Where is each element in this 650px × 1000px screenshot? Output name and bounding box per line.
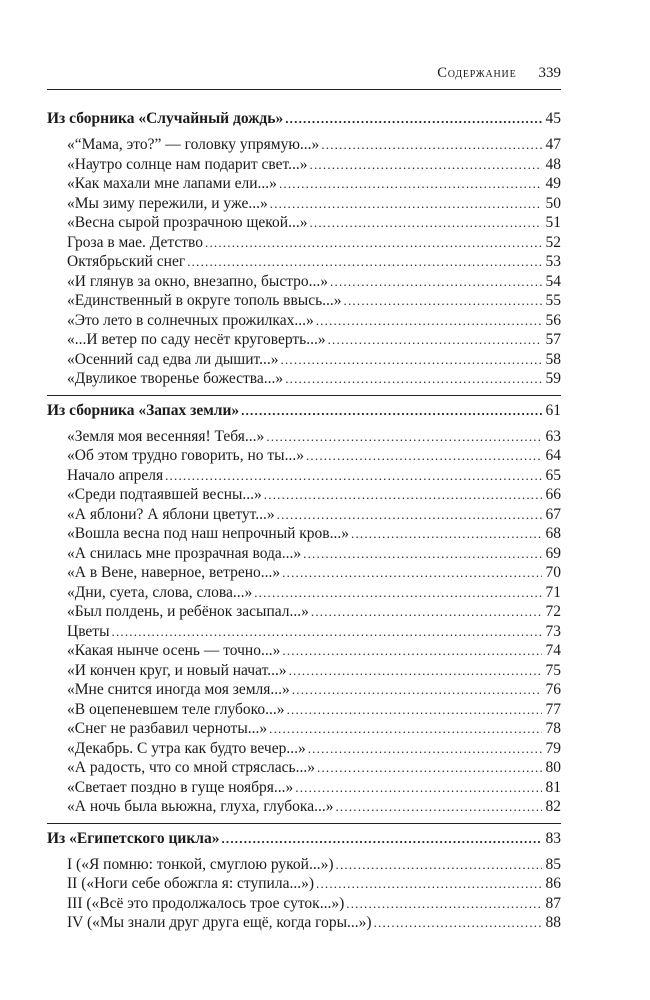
section-divider	[47, 823, 561, 824]
entry-page-number: 68	[545, 525, 561, 542]
toc-entry[interactable]	[67, 544, 561, 564]
entry-page-number: 72	[545, 603, 561, 620]
toc-entry[interactable]	[67, 563, 561, 583]
dot-leader	[309, 213, 542, 233]
dot-leader	[346, 894, 542, 914]
entry-title: «И глянув за окно, внезапно, быстро...»	[67, 272, 329, 290]
entry-page-number: 55	[545, 292, 561, 309]
dot-leader	[282, 641, 542, 661]
entry-title: III («Всё это продолжалось трое суток...»)	[67, 894, 345, 912]
entry-page-number: 66	[545, 486, 561, 503]
entry-title: «Об этом трудно говорить, но ты...»	[67, 447, 304, 464]
dot-leader	[330, 272, 542, 292]
dot-leader	[317, 758, 542, 778]
toc-entry[interactable]	[67, 213, 561, 233]
entry-title: II («Ноги себе обожгла я: ступила...»)	[67, 875, 314, 892]
entry-title: «...И ветер по саду несёт круговерть...»	[67, 331, 326, 348]
entry-title: «Вошла весна под наш непрочный кров...»	[67, 525, 349, 542]
entry-page-number: 52	[545, 233, 561, 251]
toc-entry[interactable]	[67, 894, 561, 914]
dot-leader	[316, 311, 542, 331]
dot-leader	[303, 544, 542, 564]
entry-title: «Среди подтаявшей весны...»	[67, 486, 262, 503]
entry-page-number: 47	[545, 136, 561, 153]
dot-leader	[269, 719, 542, 739]
entry-page-number: 51	[545, 214, 561, 231]
dot-leader	[344, 291, 542, 311]
entry-page-number: 78	[545, 720, 561, 737]
entry-page-number: 64	[545, 447, 561, 464]
entry-title: «А радость, что со мной стряслась...»	[67, 759, 315, 776]
dot-leader	[266, 427, 542, 447]
dot-leader	[270, 194, 542, 214]
entry-page-number: 48	[545, 155, 561, 173]
section-heading[interactable]	[47, 830, 561, 851]
toc-entry[interactable]	[67, 739, 561, 759]
toc-entry[interactable]	[67, 135, 561, 155]
dot-leader	[254, 583, 542, 603]
entry-title: «Какая нынче осень — точно...»	[67, 642, 281, 659]
dot-leader	[165, 466, 542, 486]
section-page-number: 45	[545, 110, 561, 127]
dot-leader	[285, 110, 542, 128]
entry-title: «Мне снится иногда моя земля...»	[67, 681, 290, 698]
entry-page-number: 49	[545, 175, 561, 192]
entry-page-number: 65	[545, 466, 561, 484]
running-head-title: Содержание	[437, 65, 517, 81]
toc-entry[interactable]	[67, 602, 561, 622]
entry-page-number: 77	[545, 700, 561, 718]
section-page-number: 61	[545, 401, 561, 419]
table-of-contents	[47, 104, 561, 939]
section-divider	[47, 395, 561, 396]
entry-title: «Двуликое творенье божества...»	[67, 370, 284, 387]
toc-entry[interactable]	[67, 778, 561, 798]
entry-title: «Как махали мне лапами ели...»	[67, 175, 277, 192]
entry-page-number: 82	[545, 798, 561, 815]
toc-entry[interactable]	[67, 155, 561, 175]
entry-title: «Дни, суета, слова, слова...»	[67, 583, 253, 601]
toc-entry[interactable]	[67, 622, 561, 642]
toc-entry[interactable]	[67, 252, 561, 272]
entry-page-number: 69	[545, 544, 561, 562]
dot-leader	[221, 830, 542, 848]
dot-leader	[316, 874, 542, 894]
entry-page-number: 53	[545, 253, 561, 270]
entry-title: «Декабрь. С утра как будто вечер...»	[67, 739, 306, 757]
entry-title: «“Мама, это?” — головку упрямую...»	[67, 136, 320, 153]
entry-title: «Наутро солнце нам подарит свет...»	[67, 155, 308, 173]
page-number: 339	[538, 65, 561, 81]
dot-leader	[285, 369, 542, 389]
dot-leader	[335, 797, 542, 817]
entry-title: Начало апреля	[67, 466, 164, 484]
entry-list	[47, 427, 561, 817]
dot-leader	[351, 524, 542, 544]
dot-leader	[281, 350, 542, 370]
dot-leader	[287, 700, 542, 720]
dot-leader	[112, 622, 543, 642]
entry-page-number: 74	[545, 642, 561, 659]
entry-page-number: 70	[545, 564, 561, 581]
entry-title: «Весна сырой прозрачною щекой...»	[67, 214, 308, 231]
toc-entry[interactable]	[67, 174, 561, 194]
entry-list	[47, 855, 561, 933]
entry-list	[47, 135, 561, 389]
dot-leader	[187, 252, 542, 272]
toc-entry[interactable]	[67, 485, 561, 505]
header-rule	[47, 89, 561, 90]
toc-entry[interactable]	[67, 330, 561, 350]
dot-leader	[279, 174, 542, 194]
toc-entry[interactable]	[67, 583, 561, 603]
entry-title: «Был полдень, и ребёнок засыпал...»	[67, 603, 309, 620]
entry-title: «А ночь была вьюжна, глуха, глубока...»	[67, 798, 334, 815]
entry-title: «Снег не разбавил черноты...»	[67, 720, 268, 737]
toc-section	[47, 823, 561, 933]
toc-entry[interactable]	[67, 350, 561, 370]
entry-title: IV («Мы знали друг друга ещё, когда горы...»)	[67, 914, 372, 931]
entry-page-number: 76	[545, 681, 561, 698]
entry-title: Гроза в мае. Детство	[67, 233, 203, 251]
book-page	[47, 0, 561, 1000]
toc-entry[interactable]	[67, 797, 561, 817]
entry-title: «А яблони? А яблони цветут...»	[67, 505, 275, 523]
entry-page-number: 57	[545, 331, 561, 348]
entry-page-number: 63	[545, 427, 561, 445]
entry-page-number: 75	[545, 661, 561, 679]
entry-page-number: 71	[545, 583, 561, 601]
toc-section	[47, 395, 561, 817]
dot-leader	[328, 330, 542, 350]
entry-title: Октябрьский снег	[67, 253, 186, 270]
section-page-number: 83	[545, 829, 561, 847]
running-head	[47, 65, 561, 87]
toc-entry[interactable]	[67, 369, 561, 389]
section-title: Из «Египетского цикла»	[47, 829, 220, 847]
section-title: Из сборника «Случайный дождь»	[47, 110, 284, 127]
toc-entry[interactable]	[67, 291, 561, 311]
entry-title: «Осенний сад едва ли дышит...»	[67, 350, 279, 368]
entry-page-number: 50	[545, 194, 561, 212]
entry-title: «А снилась мне прозрачная вода...»	[67, 544, 302, 562]
toc-section	[47, 110, 561, 389]
toc-entry[interactable]	[67, 446, 561, 466]
dot-leader	[374, 913, 542, 933]
entry-title: «В оцепеневшем теле глубоко...»	[67, 700, 285, 718]
dot-leader	[205, 233, 542, 253]
dot-leader	[292, 680, 542, 700]
toc-entry[interactable]	[67, 874, 561, 894]
dot-leader	[289, 661, 542, 681]
entry-title: «Это лето в солнечных прожилках...»	[67, 311, 314, 329]
entry-title: «Земля моя весенняя! Тебя...»	[67, 427, 265, 445]
entry-page-number: 85	[545, 855, 561, 873]
toc-entry[interactable]	[67, 661, 561, 681]
toc-entry[interactable]	[67, 913, 561, 933]
entry-title: «Мы зиму пережили, и уже...»	[67, 194, 268, 212]
dot-leader	[308, 739, 542, 759]
dot-leader	[277, 505, 542, 525]
entry-page-number: 73	[545, 622, 561, 640]
toc-entry[interactable]	[67, 466, 561, 486]
entry-page-number: 88	[545, 914, 561, 931]
toc-entry[interactable]	[67, 194, 561, 214]
entry-title: «Единственный в округе тополь ввысь...»	[67, 292, 342, 309]
dot-leader	[295, 778, 542, 798]
entry-page-number: 79	[545, 739, 561, 757]
toc-entry[interactable]	[67, 524, 561, 544]
toc-entry[interactable]	[67, 505, 561, 525]
dot-leader	[264, 485, 542, 505]
entry-title: I («Я помню: тонкой, смуглою рукой...»)	[67, 855, 334, 873]
dot-leader	[310, 155, 542, 175]
entry-page-number: 80	[545, 759, 561, 776]
section-heading[interactable]	[47, 402, 561, 423]
dot-leader	[311, 602, 542, 622]
toc-entry[interactable]	[67, 641, 561, 661]
toc-entry[interactable]	[67, 758, 561, 778]
entry-page-number: 59	[545, 370, 561, 387]
entry-title: «А в Вене, наверное, ветрено...»	[67, 564, 281, 581]
toc-entry[interactable]	[67, 311, 561, 331]
entry-title: Цветы	[67, 622, 110, 640]
entry-page-number: 86	[545, 875, 561, 892]
toc-entry[interactable]	[67, 719, 561, 739]
entry-page-number: 56	[545, 311, 561, 329]
section-heading[interactable]	[47, 110, 561, 131]
dot-leader	[336, 855, 543, 875]
toc-entry[interactable]	[67, 427, 561, 447]
toc-entry[interactable]	[67, 700, 561, 720]
entry-page-number: 58	[545, 350, 561, 368]
toc-entry[interactable]	[67, 233, 561, 253]
toc-entry[interactable]	[67, 855, 561, 875]
section-title: Из сборника «Запах земли»	[47, 401, 240, 419]
entry-page-number: 54	[545, 272, 561, 290]
dot-leader	[282, 563, 542, 583]
dot-leader	[321, 135, 542, 155]
entry-page-number: 81	[545, 778, 561, 796]
entry-title: «Светает поздно в гуще ноября...»	[67, 778, 294, 796]
entry-page-number: 67	[545, 505, 561, 523]
entry-page-number: 87	[545, 894, 561, 912]
dot-leader	[241, 402, 542, 420]
dot-leader	[306, 446, 542, 466]
toc-entry[interactable]	[67, 680, 561, 700]
entry-title: «И кончен круг, и новый начат...»	[67, 661, 287, 679]
toc-entry[interactable]	[67, 272, 561, 292]
